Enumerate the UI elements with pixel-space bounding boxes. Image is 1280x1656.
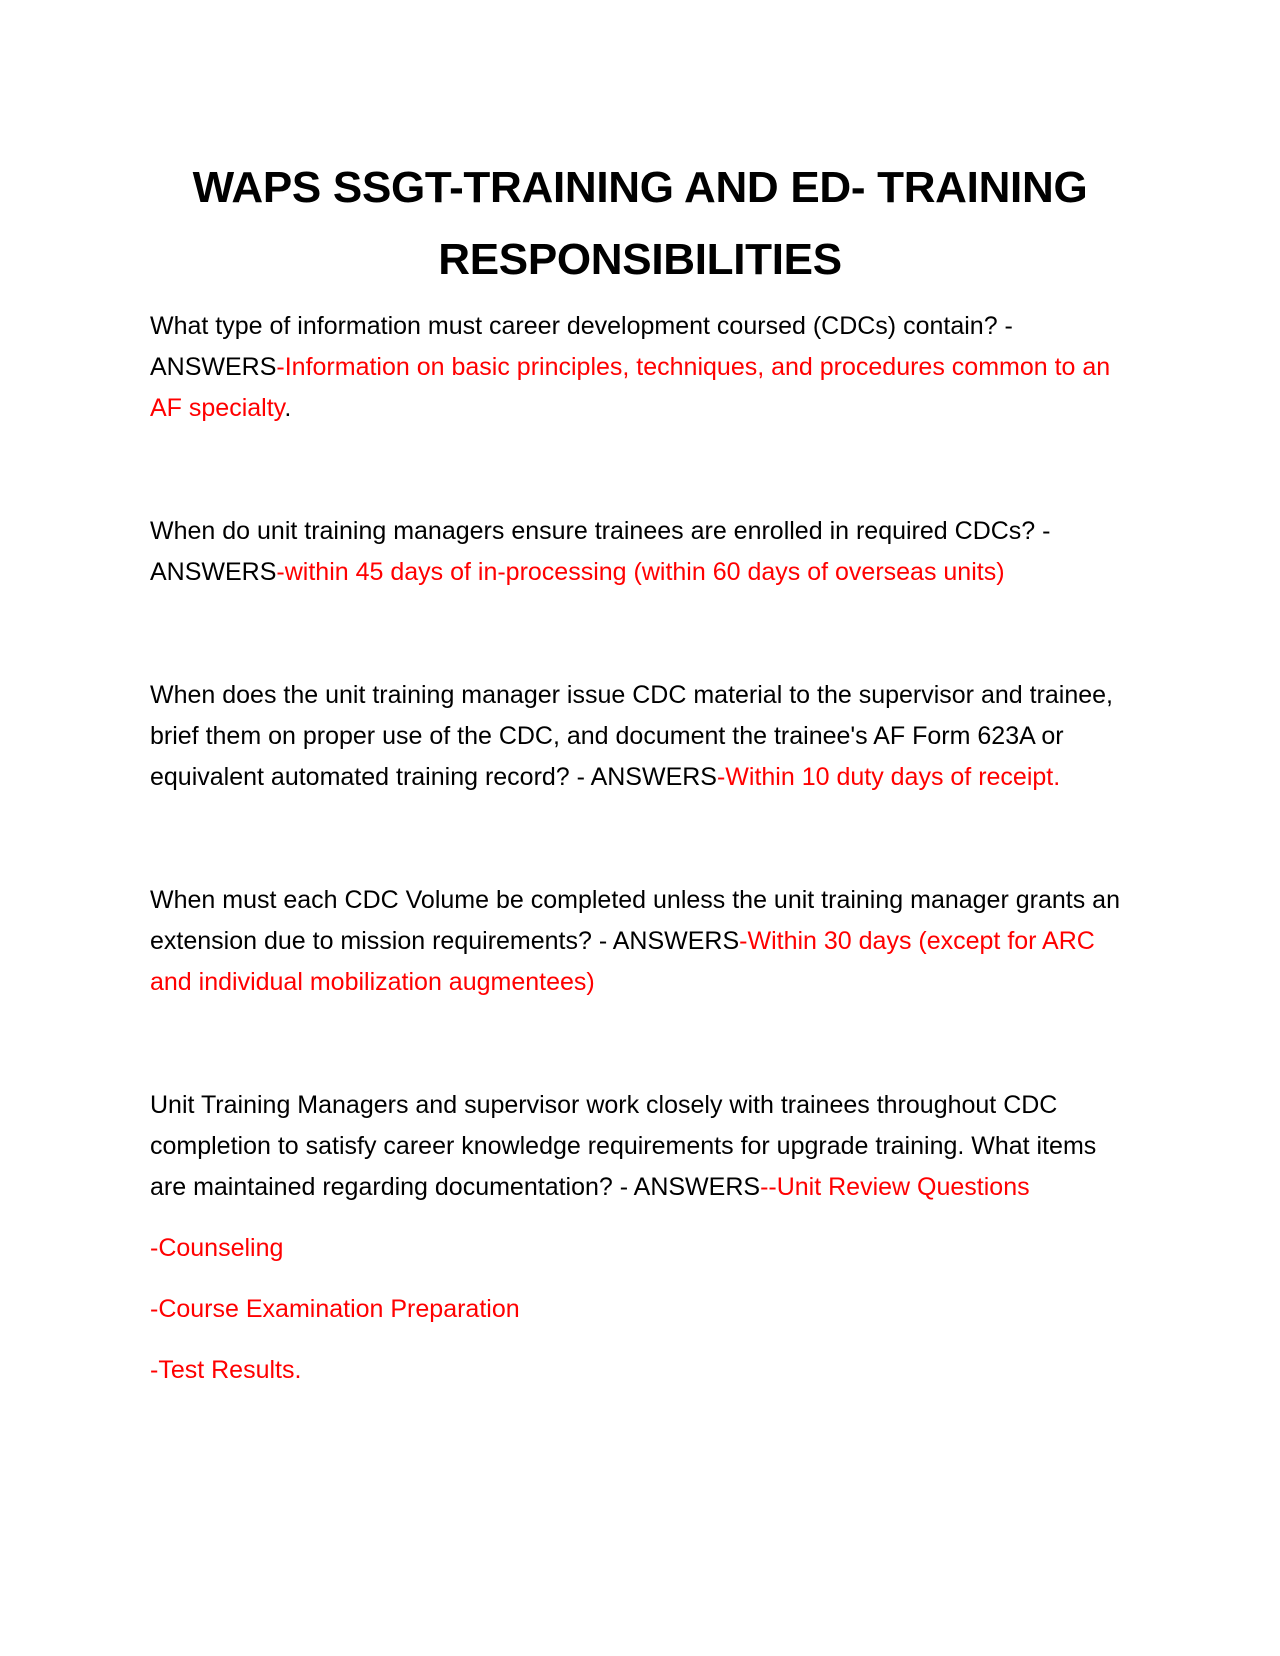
- question-text: Unit Training Managers and supervisor work closely with trainees throughout CDC completion to satisfy career knowledge requirements for upgrade training. What items are maintained regarding documentation? -: [150, 1091, 1097, 1201]
- trailing-text: .: [284, 394, 292, 422]
- answers-marker: ANSWERS: [612, 927, 740, 955]
- answer-text: -within 45 days of in-processing (within 60 days of overseas units): [276, 558, 1005, 586]
- answer-text: --Unit Review Questions: [760, 1173, 1030, 1201]
- question-text: When do unit training managers ensure trainees are enrolled in required CDCs? -: [150, 517, 1051, 545]
- question-text: What type of information must career development coursed (CDCs) contain? -: [150, 312, 1013, 340]
- document-title: WAPS SSGT-TRAINING AND ED- TRAINING RESPONSIBILITIES: [192, 163, 1088, 284]
- answer-text: -Within 10 duty days of receipt.: [716, 763, 1061, 791]
- qa-item-4: [150, 880, 1130, 1003]
- question-text: When does the unit training manager issue CDC material to the supervisor and trainee, brief them on proper use of the CDC, and document the trainee's AF Form 623A or equivalent automated training record? -: [150, 681, 1114, 791]
- answers-marker: ANSWERS: [633, 1173, 761, 1201]
- answers-marker: ANSWERS: [590, 763, 717, 791]
- qa-item-3: [150, 675, 1130, 798]
- qa-item-5: [150, 1085, 1130, 1208]
- answer-list-item: -Counseling: [150, 1234, 284, 1262]
- qa-item-1: [150, 306, 1130, 429]
- answers-marker: ANSWERS: [150, 558, 277, 586]
- qa-list: [150, 306, 1130, 1391]
- answers-marker: ANSWERS: [150, 353, 277, 381]
- answer-text: -Within 30 days (except for ARC and individual mobilization augmentees): [150, 927, 1095, 996]
- answer-list-item: -Course Examination Preparation: [150, 1295, 520, 1323]
- qa-item-2: [150, 511, 1130, 593]
- answer-list-item: -Test Results.: [150, 1356, 302, 1384]
- answer-text: -Information on basic principles, techniques, and procedures common to an AF specialty: [150, 353, 1111, 422]
- question-text: When must each CDC Volume be completed unless the unit training manager grants an extension due to mission requirements? -: [150, 886, 1120, 955]
